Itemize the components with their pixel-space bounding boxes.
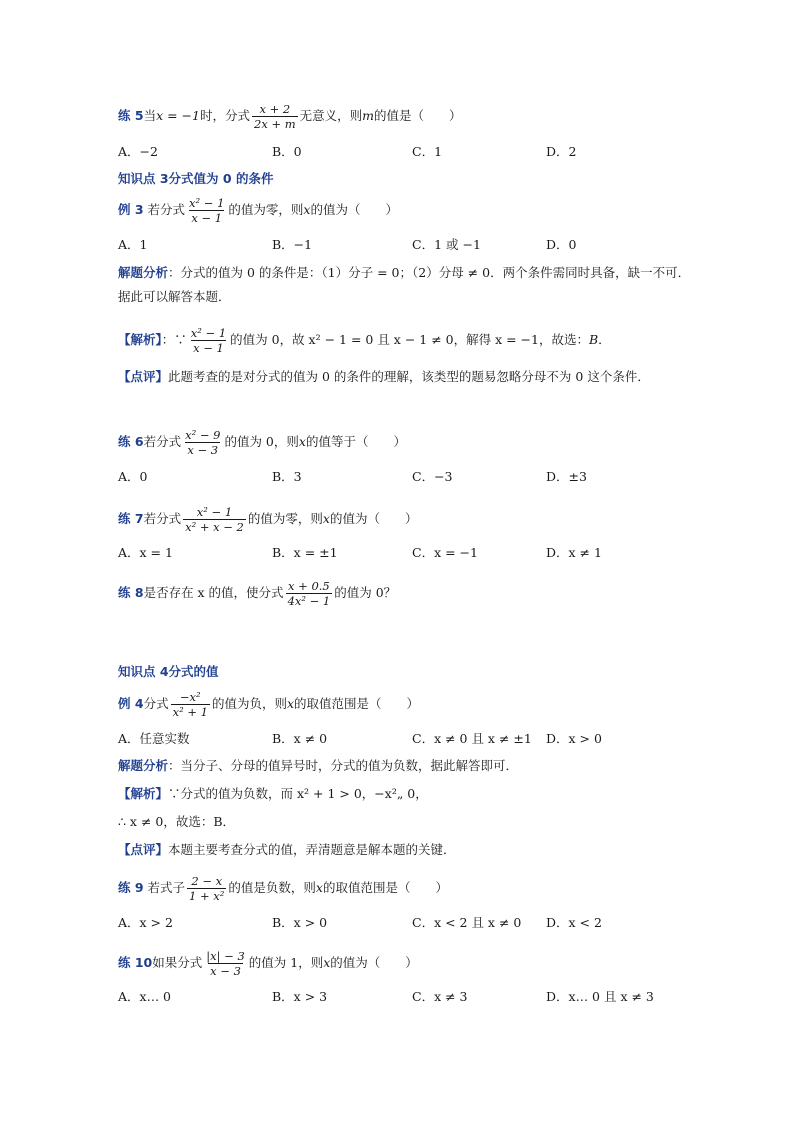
option-b: B．x > 3 [272, 989, 328, 1004]
section-title-kp3: 知识点 3分式值为 0 的条件 [118, 171, 274, 186]
practice-10-question: 练 10如果分式 $\frac{|x| - 3}{x - 3}$ 的值为 1，则x的值为（ ） [118, 949, 418, 978]
option-a: A．−2 [118, 144, 158, 159]
option-b: B．3 [272, 469, 302, 484]
practice-6-question: 练 6若分式 $\frac{\text{x² − 9}}{x - 3}$ 的值为 0，则x的值等于（ ） [118, 428, 406, 457]
fraction: $\frac{\text{x² − 9}}{x - 3}$ [185, 428, 221, 457]
example-3-options [118, 235, 718, 255]
fraction: $\frac{\text{−x²}}{\text{x² + 1}}$ [172, 690, 208, 719]
option-c: C．x ≠ 3 [412, 989, 468, 1004]
example-3-question: 例 3 若分式 $\frac{\text{x² − 1}}{x - 1}$ 的值为零，则x的值为（ ） [118, 196, 398, 225]
practice-8-question: 练 8是否存在 x 的值，使分式 $\frac{x + 0.5}{\text{4x² − 1}}$ 的值为 0？ [118, 579, 397, 608]
practice-9-question: 练 9 若式子 $\frac{2 - x}{\text{1 + x²}}$ 的值是负数，则x的取值范围是（ ） [118, 874, 448, 903]
example-3-solution: 【解析】：∵ $\frac{\text{x² − 1}}{x - 1}$ 的值为 0，故 x² − 1 = 0 且 x − 1 ≠ 0，解得 x = −1，故选：B． [118, 326, 611, 355]
practice-6-options [118, 467, 718, 487]
option-c: C．x ≠ 0 且 x ≠ ±1 [412, 731, 532, 746]
practice-7-question: 练 7若分式 $\frac{\text{x² − 1}}{\text{x² + x − 2}}$ 的值为零，则x的值为（ ） [118, 505, 418, 534]
practice-9-options [118, 913, 718, 933]
option-c: C．x < 2 且 x ≠ 0 [412, 915, 522, 930]
example-4-solution-cont: ∴ x ≠ 0，故选：B． [118, 814, 236, 829]
option-d: D．2 [546, 144, 577, 159]
practice-6-label: 练 6 [118, 434, 144, 449]
example-3-comment: 【点评】此题考查的是对分式的值为 0 的条件的理解，该类型的题易忽略分母不为 0 这个条件． [118, 369, 650, 384]
option-a: A．0 [118, 469, 148, 484]
example-4-question: 例 4分式 $\frac{\text{−x²}}{\text{x² + 1}}$ 的值为负，则x的取值范围是（ ） [118, 690, 420, 719]
option-a: A．x > 2 [118, 915, 173, 930]
practice-8-label: 练 8 [118, 585, 144, 600]
option-b: B．x > 0 [272, 915, 328, 930]
practice-5-question: 练 5当x = −1时，分式 $\frac{x + 2}{2x + m}$ 无意义，则m的值是（ ） [118, 102, 462, 131]
option-c: C．1 或 −1 [412, 237, 481, 252]
example-4-label: 例 4 [118, 696, 144, 711]
practice-5-label: 练 5 [118, 108, 144, 123]
practice-10-options [118, 987, 718, 1007]
option-d: D．x… 0 且 x ≠ 3 [546, 989, 654, 1004]
option-a: A．任意实数 [118, 731, 190, 746]
practice-9-label: 练 9 [118, 880, 144, 895]
option-c: C．−3 [412, 469, 453, 484]
option-d: D．x < 2 [546, 915, 602, 930]
example-4-comment: 【点评】本题主要考查分式的值，弄清题意是解本题的关键． [118, 842, 456, 857]
option-b: B．x = ±1 [272, 545, 338, 560]
example-4-solution: 【解析】∵分式的值为负数，而 x² + 1 > 0，−x²„ 0， [118, 786, 428, 801]
fraction: $\frac{\text{x² − 1}}{\text{x² + x − 2}}$ [185, 505, 244, 534]
option-c: C．1 [412, 144, 443, 159]
fraction: $\frac{2 - x}{\text{1 + x²}}$ [189, 874, 225, 903]
option-c: C．x = −1 [412, 545, 478, 560]
example-3-analysis: 解题分析：分式的值为 0 的条件是：（1）分子 = 0；（2）分母 ≠ 0．两个条件需同时具备，缺一不可．据此可以解答本题． [118, 265, 691, 304]
option-a: A．x = 1 [118, 545, 173, 560]
practice-7-label: 练 7 [118, 511, 144, 526]
practice-5-options [118, 142, 718, 162]
example-4-analysis: 解题分析：当分子、分母的值异号时，分式的值为负数，据此解答即可． [118, 758, 519, 773]
section-title-kp4: 知识点 4分式的值 [118, 664, 219, 679]
option-b: B．0 [272, 144, 302, 159]
example-4-options [118, 729, 718, 749]
option-b: B．−1 [272, 237, 313, 252]
option-d: D．±3 [546, 469, 587, 484]
fraction: $\frac{|x| - 3}{x - 3}$ [206, 949, 245, 978]
option-a: A．x… 0 [118, 989, 172, 1004]
practice-7-options [118, 543, 718, 563]
fraction: $\frac{\text{x² − 1}}{x - 1}$ [189, 196, 225, 225]
option-a: A．1 [118, 237, 148, 252]
fraction: $\frac{\text{x² − 1}}{x - 1}$ [190, 326, 227, 355]
option-d: D．0 [546, 237, 577, 252]
fraction: $\frac{x + 0.5}{\text{4x² − 1}}$ [287, 579, 331, 608]
option-d: D．x > 0 [546, 731, 602, 746]
practice-10-label: 练 10 [118, 955, 153, 970]
option-b: B．x ≠ 0 [272, 731, 328, 746]
option-d: D．x ≠ 1 [546, 545, 602, 560]
fraction: $\frac{x + 2}{2x + m}$ [254, 102, 296, 131]
example-3-label: 例 3 [118, 202, 144, 217]
